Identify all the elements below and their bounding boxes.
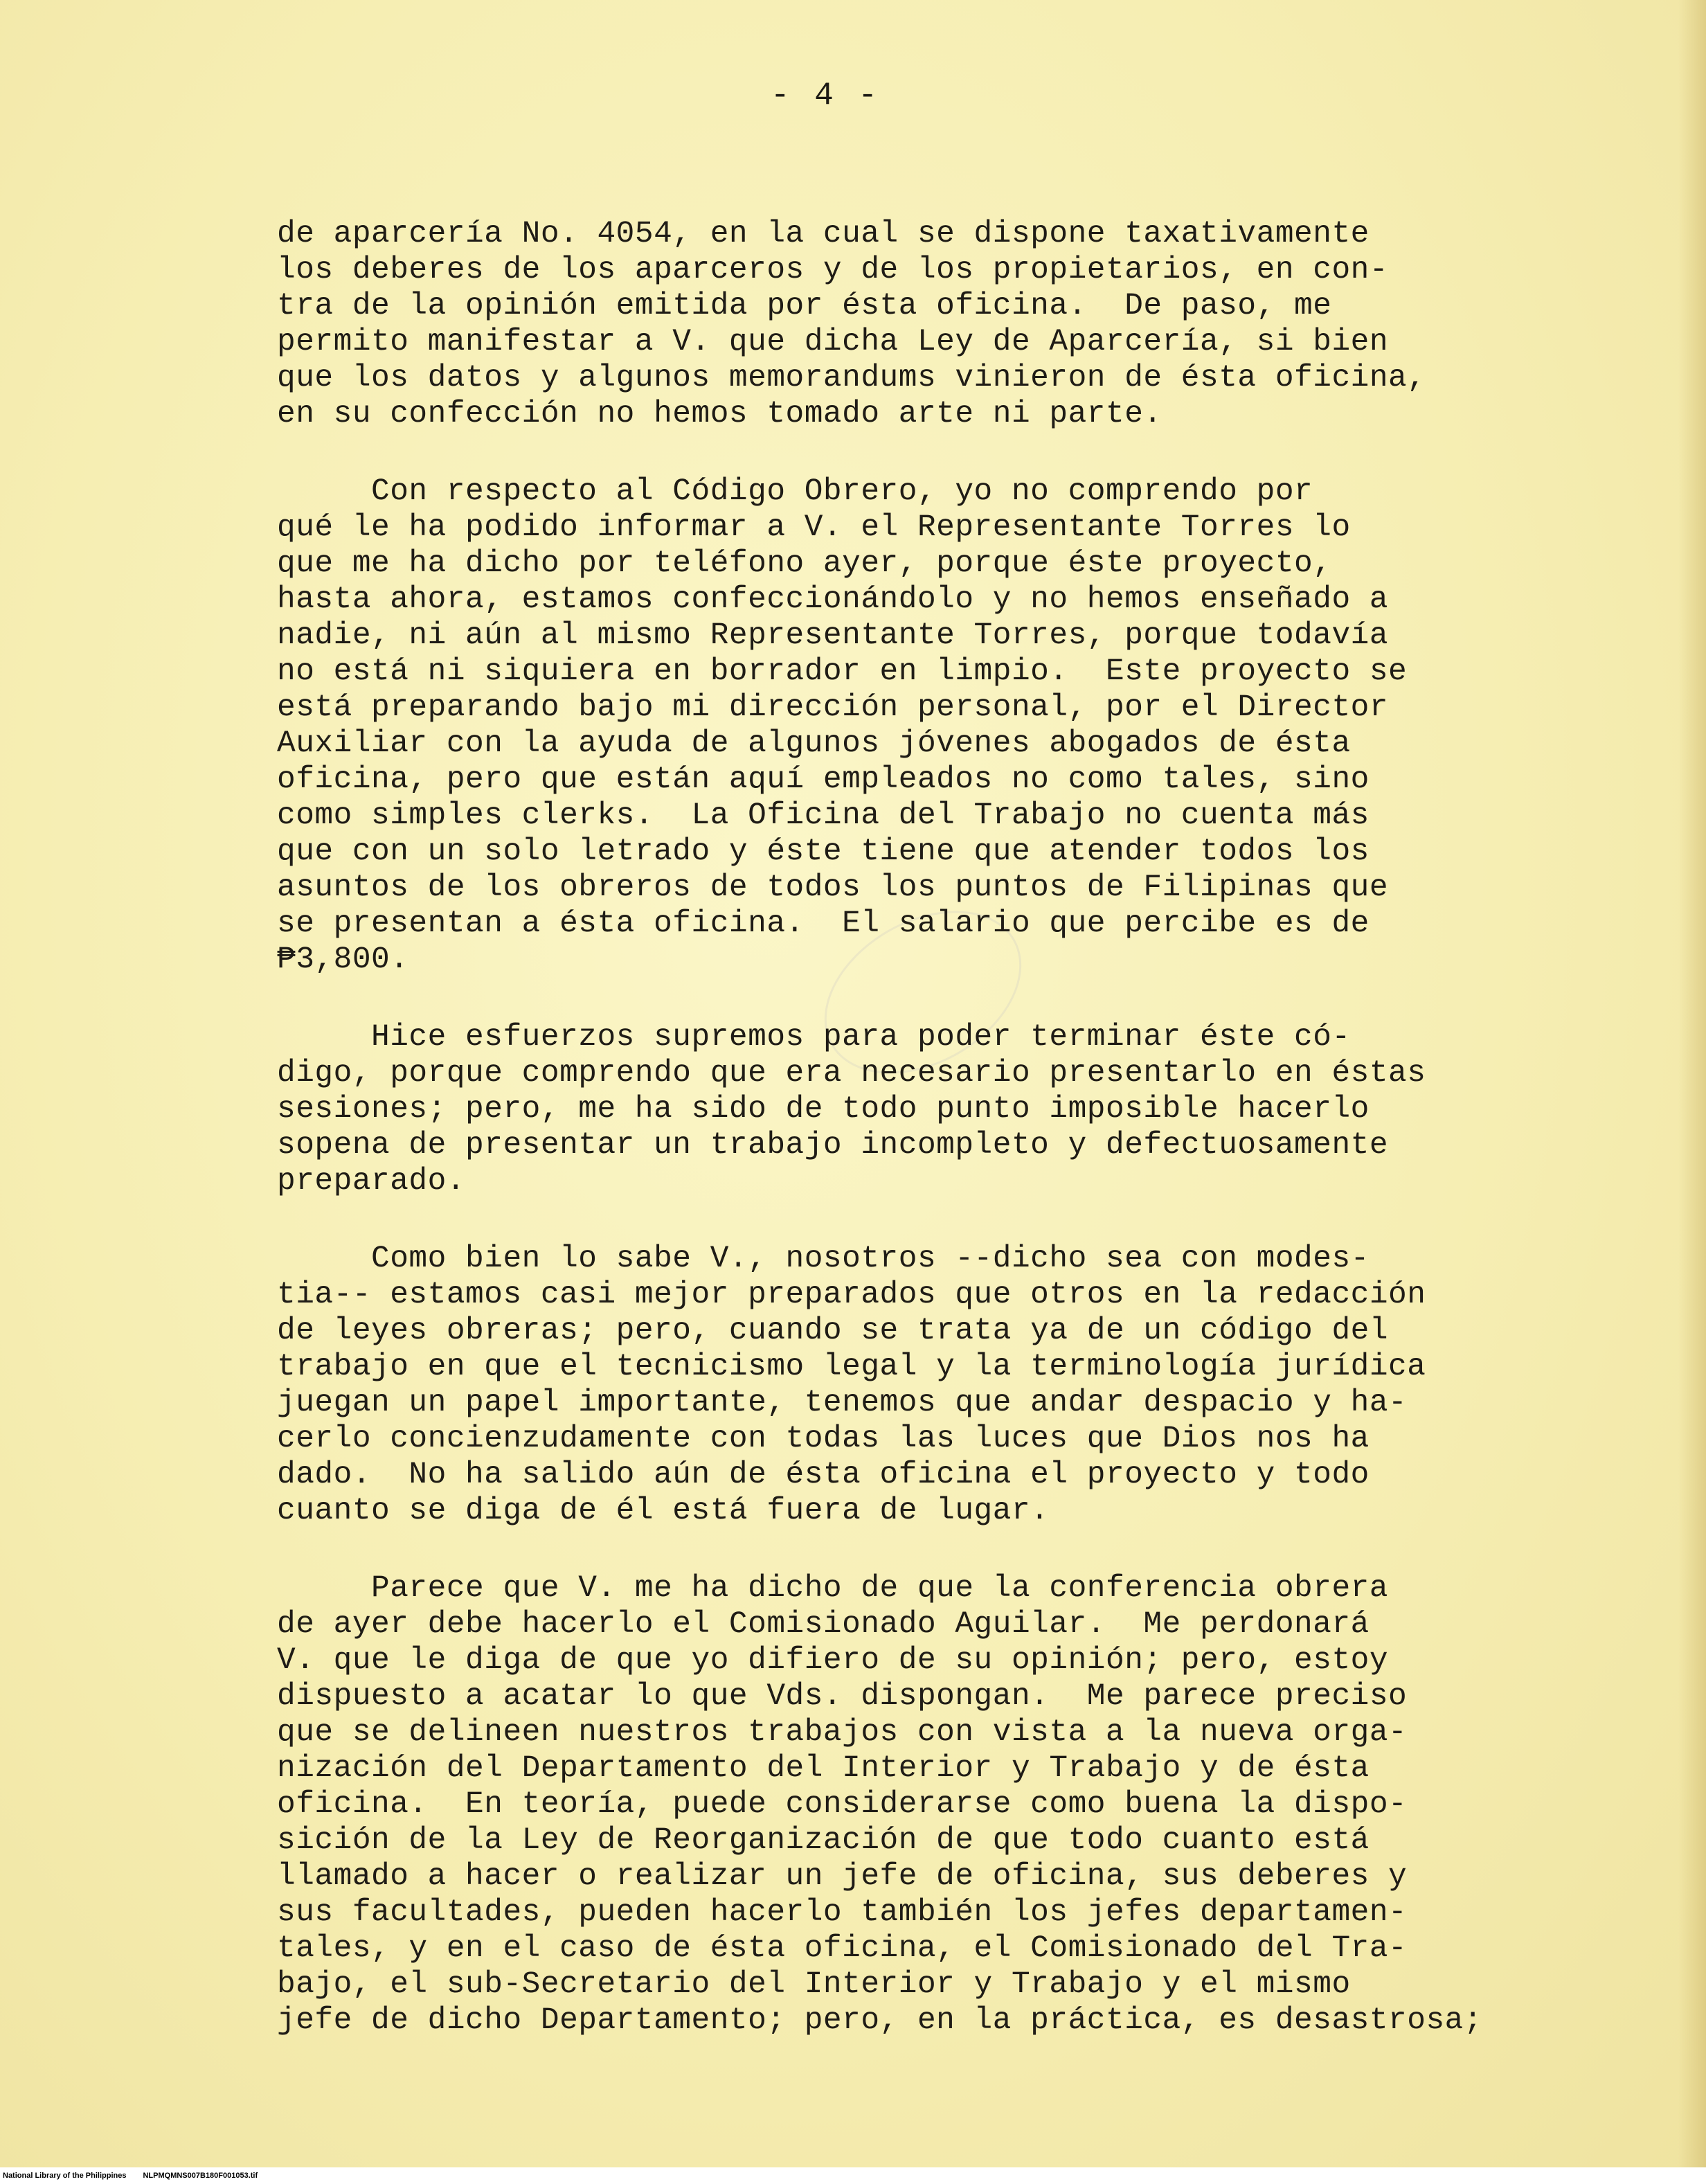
text-line: ₱3,800. [277,942,409,977]
text-line: hasta ahora, estamos confeccionándolo y no hemos enseñado a [277,582,1389,617]
text-line: los deberes de los aparceros y de los propietarios, en con- [277,253,1389,287]
paragraph-2 [277,474,1634,978]
text-line: que se delineen nuestros trabajos con vista a la nueva orga- [277,1715,1408,1750]
text-line: cerlo concienzudamente con todas las luces que Dios nos ha [277,1422,1370,1456]
footer-file-id: NLPMQMNS007B180F001053.tif [143,2172,258,2180]
text-line: en su confección no hemos tomado arte ni parte. [277,397,1162,431]
text-line: no está ni siquiera en borrador en limpio. Este proyecto se [277,654,1408,689]
text-line: trabajo en que el tecnicismo legal y la terminología jurídica [277,1350,1426,1384]
scan-footer [0,2167,1706,2184]
text-line: dispuesto a acatar lo que Vds. dispongan. Me parece preciso [277,1679,1408,1714]
text-line: de ayer debe hacerlo el Comisionado Aguilar. Me perdonará [277,1607,1370,1642]
text-line: tia-- estamos casi mejor preparados que otros en la redacción [277,1278,1426,1312]
text-line: tra de la opinión emitida por ésta oficina. De paso, me [277,289,1332,323]
text-line: sición de la Ley de Reorganización de que todo cuanto está [277,1823,1370,1858]
text-line: preparado. [277,1164,466,1199]
footer-institution: National Library of the Philippines [3,2172,127,2180]
text-line: Con respecto al Código Obrero, yo no comprendo por [277,474,1313,509]
text-line: cuanto se diga de él está fuera de lugar. [277,1494,1050,1528]
text-line: digo, porque comprendo que era necesario presentarlo en éstas [277,1056,1426,1091]
page-number: - 4 - [770,78,881,114]
text-line: está preparando bajo mi dirección personal, por el Director [277,690,1389,725]
paragraph-1 [277,216,1634,432]
text-line: oficina. En teoría, puede considerarse como buena la dispo- [277,1787,1408,1822]
text-line: sus facultades, pueden hacerlo también los jefes departamen- [277,1895,1408,1930]
text-line: dado. No ha salido aún de ésta oficina el proyecto y todo [277,1458,1370,1492]
paragraph-3 [277,1019,1634,1199]
text-line: oficina, pero que están aquí empleados no como tales, sino [277,762,1370,797]
text-line: tales, y en el caso de ésta oficina, el Comisionado del Tra- [277,1931,1408,1966]
paragraph-4 [277,1241,1634,1529]
text-line: asuntos de los obreros de todos los puntos de Filipinas que [277,870,1389,905]
text-line: nización del Departamento del Interior y Trabajo y de ésta [277,1751,1370,1786]
text-line: qué le ha podido informar a V. el Representante Torres lo [277,510,1351,545]
paragraph-5 [277,1570,1634,2039]
letter-body [277,216,1634,2039]
text-line: de leyes obreras; pero, cuando se trata ya de un código del [277,1314,1389,1348]
text-line: V. que le diga de que yo difiero de su opinión; pero, estoy [277,1643,1389,1678]
text-line: Como bien lo sabe V., nosotros --dicho sea con modes- [277,1242,1370,1276]
text-line: Auxiliar con la ayuda de algunos jóvenes abogados de ésta [277,726,1351,761]
text-line: jefe de dicho Departamento; pero, en la práctica, es desastrosa; [277,2003,1483,2038]
text-line: llamado a hacer o realizar un jefe de oficina, sus deberes y [277,1859,1408,1894]
text-line: de aparcería No. 4054, en la cual se dispone taxativamente [277,217,1370,251]
text-line: bajo, el sub-Secretario del Interior y Trabajo y el mismo [277,1967,1351,2002]
text-line: Parece que V. me ha dicho de que la conferencia obrera [277,1571,1389,1606]
text-line: se presentan a ésta oficina. El salario que percibe es de [277,906,1370,941]
text-line: sesiones; pero, me ha sido de todo punto imposible hacerlo [277,1092,1370,1127]
text-line: que los datos y algunos memorandums vinieron de ésta oficina, [277,361,1426,395]
text-line: que me ha dicho por teléfono ayer, porque éste proyecto, [277,546,1332,581]
text-line: juegan un papel importante, tenemos que andar despacio y ha- [277,1386,1408,1420]
text-line: permito manifestar a V. que dicha Ley de Aparcería, si bien [277,325,1389,359]
text-line: nadie, ni aún al mismo Representante Torres, porque todavía [277,618,1389,653]
text-line: como simples clerks. La Oficina del Trabajo no cuenta más [277,798,1370,833]
text-line: que con un solo letrado y éste tiene que atender todos los [277,834,1370,869]
text-line: sopena de presentar un trabajo incompleto y defectuosamente [277,1128,1389,1163]
text-line: Hice esfuerzos supremos para poder terminar éste có- [277,1020,1351,1055]
